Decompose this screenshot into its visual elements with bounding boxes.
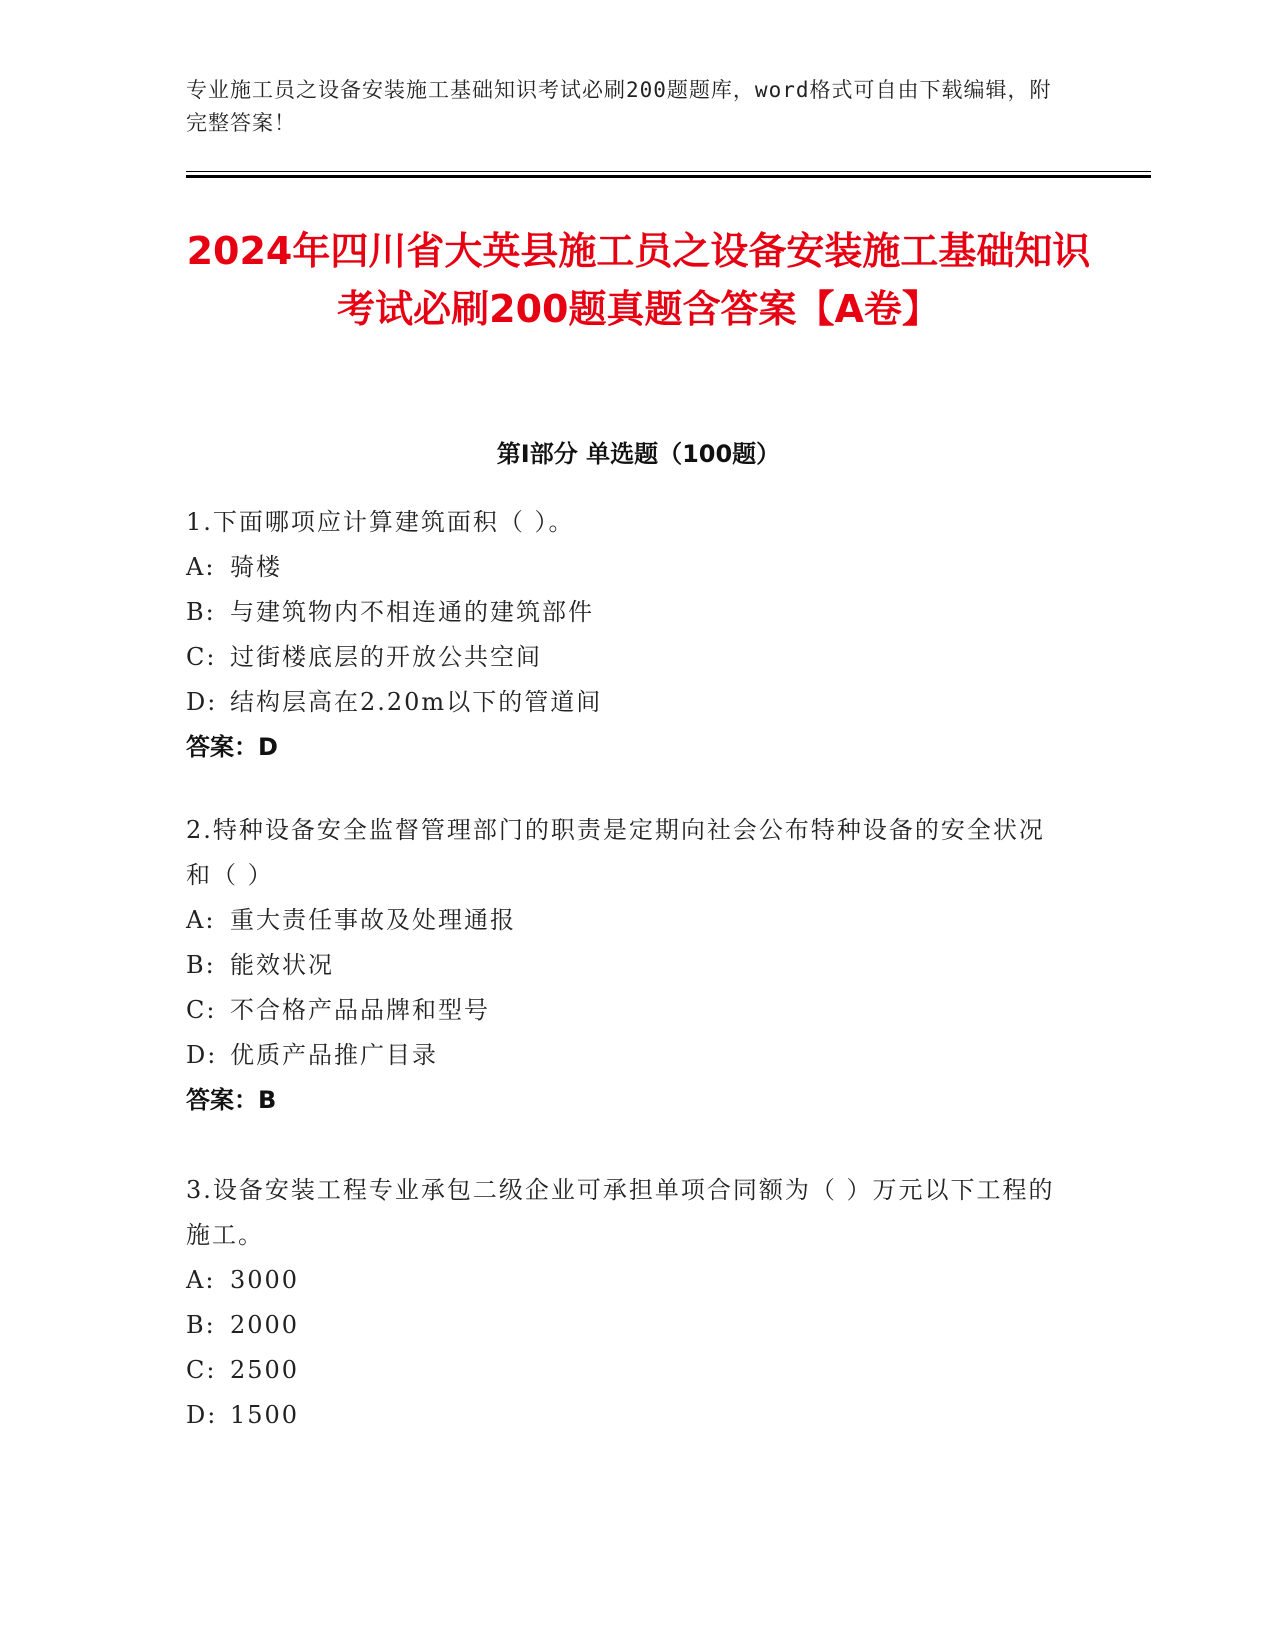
option-text: 优质产品推广目录 — [230, 1041, 438, 1069]
option-text: 重大责任事故及处理通报 — [230, 906, 516, 934]
option-text: 能效状况 — [230, 951, 334, 979]
question-2 — [186, 808, 1066, 1123]
option-letter: A: — [186, 906, 216, 934]
option-text: 过街楼底层的开放公共空间 — [230, 643, 542, 671]
header-rule-thick — [186, 175, 1151, 178]
option-a — [186, 898, 1066, 943]
option-letter: B: — [186, 951, 216, 979]
option-b — [186, 590, 1066, 635]
option-text: 2500 — [230, 1356, 300, 1384]
option-letter: A: — [186, 553, 216, 581]
option-b — [186, 1303, 1066, 1348]
option-b — [186, 943, 1066, 988]
header-rule-thin — [186, 171, 1151, 172]
document-title: 2024年四川省大英县施工员之设备安装施工基础知识考试必刷200题真题含答案【A卷】 — [186, 229, 1091, 331]
answer: 答案：D — [186, 733, 278, 761]
option-text: 骑楼 — [230, 553, 282, 581]
option-letter: A: — [186, 1266, 216, 1294]
option-text: 不合格产品品牌和型号 — [230, 996, 490, 1024]
option-d — [186, 1033, 1066, 1078]
option-a — [186, 1258, 1066, 1303]
question-stem: 3.设备安装工程专业承包二级企业可承担单项合同额为（ ）万元以下工程的施工。 — [186, 1176, 1055, 1249]
question-stem: 2.特种设备安全监督管理部门的职责是定期向社会公布特种设备的安全状况和（ ） — [186, 816, 1045, 889]
option-letter: D: — [186, 1401, 218, 1429]
option-letter: C: — [186, 1356, 217, 1384]
option-letter: C: — [186, 996, 217, 1024]
option-letter: D: — [186, 688, 218, 716]
option-c — [186, 635, 1066, 680]
section-heading: 第I部分 单选题（100题） — [496, 440, 781, 468]
option-text: 2000 — [230, 1311, 300, 1339]
option-text: 结构层高在2.20m以下的管道间 — [230, 688, 603, 716]
option-d — [186, 680, 1066, 725]
option-letter: B: — [186, 1311, 216, 1339]
option-d — [186, 1393, 1066, 1438]
option-a — [186, 545, 1066, 590]
option-letter: C: — [186, 643, 217, 671]
option-text: 1500 — [230, 1401, 300, 1429]
option-letter: D: — [186, 1041, 218, 1069]
option-text: 与建筑物内不相连通的建筑部件 — [230, 598, 594, 626]
question-stem: 1.下面哪项应计算建筑面积（ ）。 — [186, 508, 575, 536]
answer: 答案：B — [186, 1086, 277, 1114]
header-note: 专业施工员之设备安装施工基础知识考试必刷200题题库，word格式可自由下载编辑，附完整答案！ — [186, 78, 1052, 135]
question-1 — [186, 500, 1066, 770]
option-c — [186, 988, 1066, 1033]
option-c — [186, 1348, 1066, 1393]
option-letter: B: — [186, 598, 216, 626]
option-text: 3000 — [230, 1266, 300, 1294]
question-3 — [186, 1168, 1066, 1438]
